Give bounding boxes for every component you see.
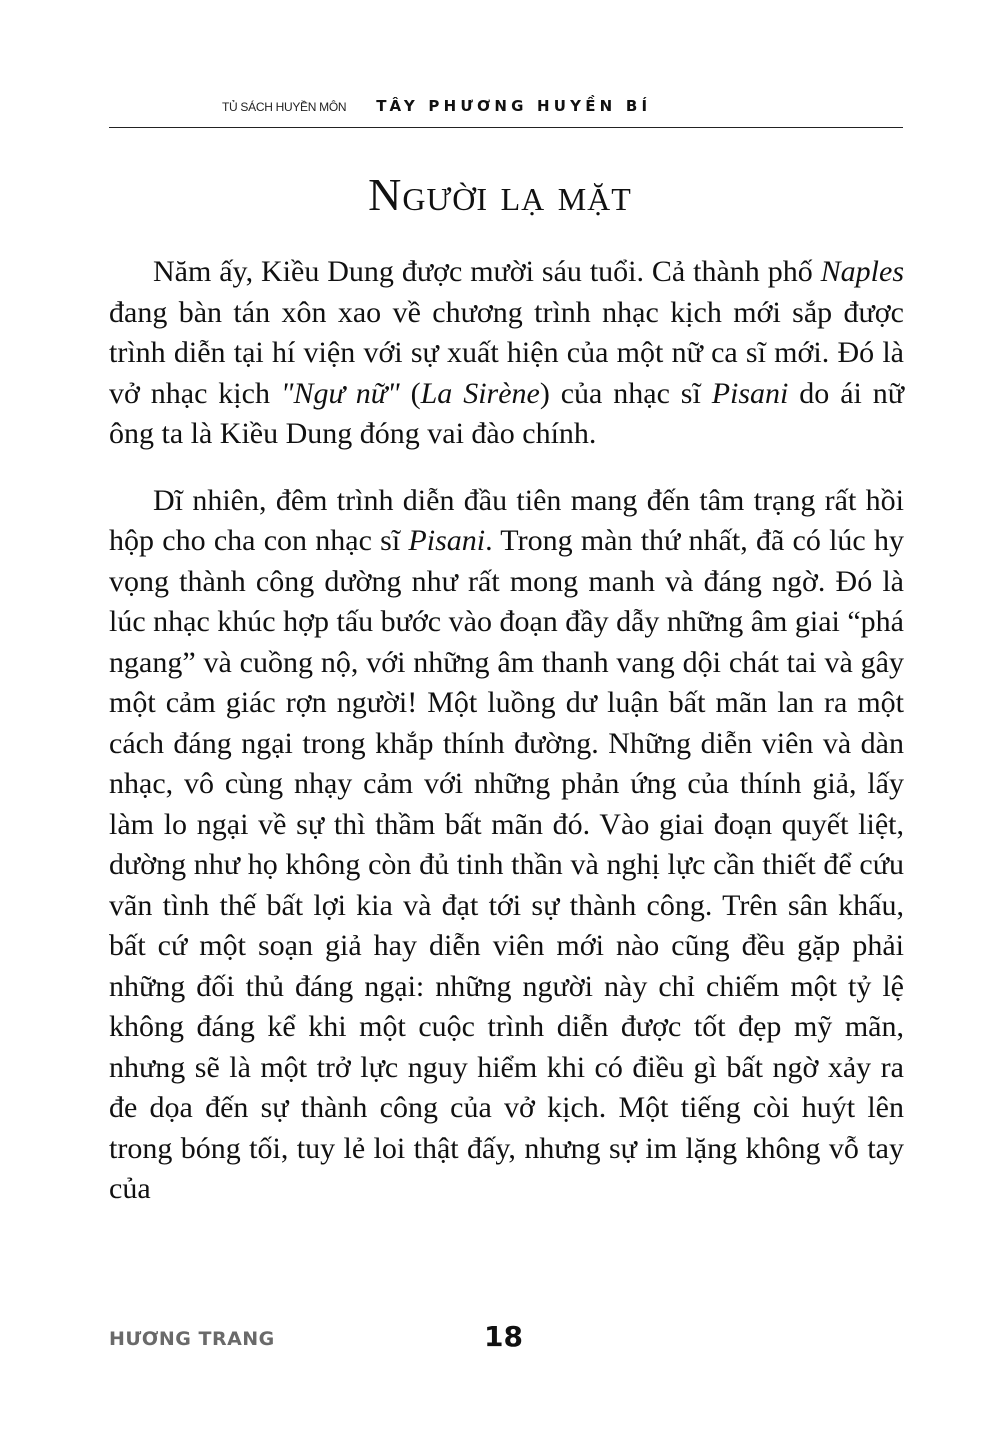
body-text [109, 252, 904, 1210]
book-title: TÂY PHƯƠNG HUYỀN BÍ [376, 97, 652, 115]
p1-italic-naples: Naples [820, 255, 904, 288]
p2-italic-pisani: Pisani [408, 524, 486, 557]
page-number: 18 [484, 1320, 523, 1353]
p1-text-1: Năm ấy, Kiều Dung được mười sáu tuổi. Cả thành phố [153, 255, 821, 288]
p1-text-3: ( [399, 376, 421, 410]
p1-text-4: ) của nhạc sĩ [539, 376, 712, 410]
p2-text-2: . Trong màn thứ nhất, đã có lúc hy vọng thành công dường như rất mong manh và đáng ngờ. Đó là lúc nhạc khúc hợp tấu bước vào đoạn đầy dẫy những âm giai “phá ngang” và cuồng nộ, với những âm thanh vang dội chát tai và gây một cảm giác rợn người! Một luồng dư luận bất mãn lan ra một cách đáng ngại trong khắp thính đường. Những diễn viên và dàn nhạc, vô cùng nhạy cảm với những phản ứng của thính giả, lấy làm lo ngại về sự thì thầm bất mãn đó. Vào giai đoạn quyết liệt, dường như họ không còn đủ tinh thần và nghị lực cần thiết để cứu vãn tình thế bất lợi kia và đạt tới sự thành công. Trên sân khấu, bất cứ một soạn giả hay diễn viên mới nào cũng đều gặp phải những đối thủ đáng ngại: những người này chỉ chiếm một tỷ lệ không đáng kể khi một cuộc trình diễn được tốt đẹp mỹ mãn, nhưng sẽ là một trở lực nguy hiểm khi có điều gì bất ngờ xảy ra đe dọa đến sự thành công của vở kịch. Một tiếng còi huýt lên trong bóng tối, tuy lẻ loi thật đấy, nhưng sự im lặng không vỗ tay của [109, 524, 904, 1205]
p1-text-5: do ái nữ ông ta là Kiều Dung đóng vai đào chính. [109, 376, 905, 450]
p1-italic-opera-title: "Ngư nữ" [280, 376, 400, 410]
series-name: TỦ SÁCH HUYỀN MÔN [222, 100, 347, 114]
p2-text-1: Dĩ nhiên, đêm trình diễn đầu tiên mang đến tâm trạng rất hồi hộp cho cha con nhạc sĩ [109, 483, 904, 557]
p1-italic-la-sirene: La Sirène [420, 376, 540, 410]
paragraph-2 [109, 481, 904, 1210]
p1-italic-pisani: Pisani [711, 376, 789, 410]
p1-text-2: đang bàn tán xôn xao về chương trình nhạc kịch mới sắp được trình diễn tại hí viện với sự xuất hiện của một nữ ca sĩ mới. Đó là vở nhạc kịch [109, 295, 904, 410]
chapter-title: Người lạ mặt [368, 169, 632, 220]
header-rule [109, 127, 903, 128]
running-header [222, 97, 651, 115]
publisher-name: HƯƠNG TRANG [109, 1328, 275, 1350]
paragraph-1 [109, 252, 904, 455]
